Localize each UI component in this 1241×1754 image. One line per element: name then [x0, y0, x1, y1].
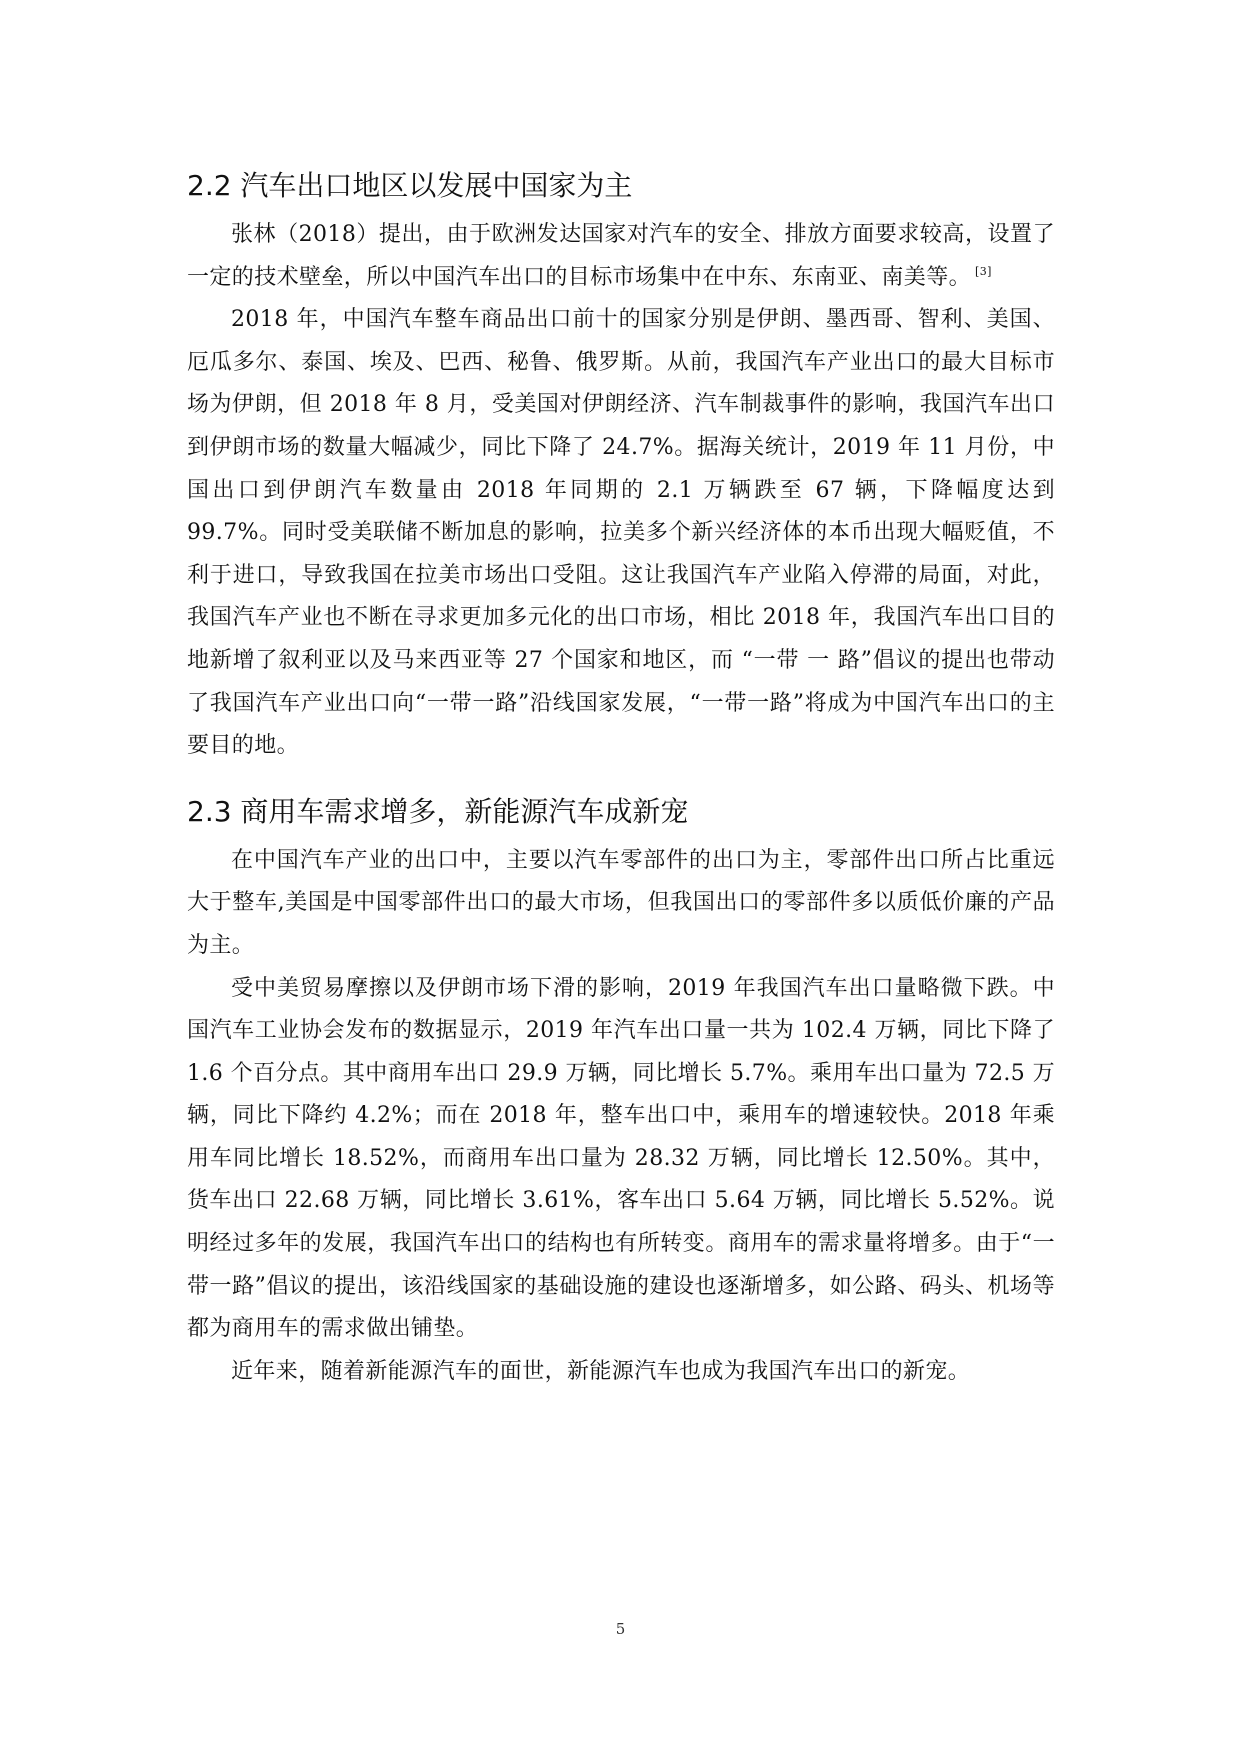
page-number: 5	[615, 1620, 626, 1638]
document-page	[187, 140, 1055, 1393]
section-heading-2-2: 2.2 汽车出口地区以发展中国家为主	[187, 169, 633, 202]
paragraph: 近年来，随着新能源汽车的面世，新能源汽车也成为我国汽车出口的新宠。	[231, 1358, 971, 1384]
section-heading-2-3: 2.3 商用车需求增多，新能源汽车成新宠	[187, 794, 689, 828]
citation-mark: [3]	[975, 265, 992, 279]
paragraph: 2018 年，中国汽车整车商品出口前十的国家分别是伊朗、墨西哥、智利、美国、厄瓜多尔、泰国、埃及、巴西、秘鲁、俄罗斯。从前，我国汽车产业出口的最大目标市场为伊朗，但 2018 年 8 月，受美国对伊朗经济、汽车制裁事件的影响，我国汽车出口到伊朗市场的数量大幅减少，同比下降了 24.7%。据海关统计，2019 年 11 月份，中国出口到伊朗汽车数量由 2018 年同期的 2.1 万辆跌至 67 辆，下降幅度达到 99.7%。同时受美联储不断加息的影响，拉美多个新兴经济体的本币出现大幅贬值，不利于进口，导致我国在拉美市场出口受阻。这让我国汽车产业陷入停滞的局面，对此，我国汽车产业也不断在寻求更加多元化的出口市场，相比 2018 年，我国汽车出口目的地新增了叙利亚以及马来西亚等 27 个国家和地区，而 “一带 一 路”倡议的提出也带动了我国汽车产业出口向“一带一路”沿线国家发展，“一带一路”将成为中国汽车出口的主要目的地。	[187, 307, 1055, 759]
paragraph: 受中美贸易摩擦以及伊朗市场下滑的影响，2019 年我国汽车出口量略微下跌。中国汽车工业协会发布的数据显示，2019 年汽车出口量一共为 102.4 万辆，同比下降了 1.6 个百分点。其中商用车出口 29.9 万辆，同比增长 5.7%。乘用车出口量为 72.5 万辆，同比下降约 4.2%；而在 2018 年，整车出口中，乘用车的增速较快。2018 年乘用车同比增长 18.52%，而商用车出口量为 28.32 万辆，同比增长 12.50%。其中，货车出口 22.68 万辆，同比增长 3.61%，客车出口 5.64 万辆，同比增长 5.52%。说明经过多年的发展，我国汽车出口的结构也有所转变。商用车的需求量将增多。由于“一带一路”倡议的提出，该沿线国家的基础设施的建设也逐渐增多，如公路、码头、机场等都为商用车的需求做出铺垫。	[187, 975, 1055, 1342]
paragraph-text: 张林（2018）提出，由于欧洲发达国家对汽车的安全、排放方面要求较高，设置了一定的技术壁垒，所以中国汽车出口的目标市场集中在中东、东南亚、南美等。	[187, 222, 1055, 290]
paragraph: 在中国汽车产业的出口中，主要以汽车零部件的出口为主，零部件出口所占比重远大于整车,美国是中国零部件出口的最大市场，但我国出口的零部件多以质低价廉的产品为主。	[187, 847, 1055, 958]
paragraph	[187, 214, 1055, 299]
